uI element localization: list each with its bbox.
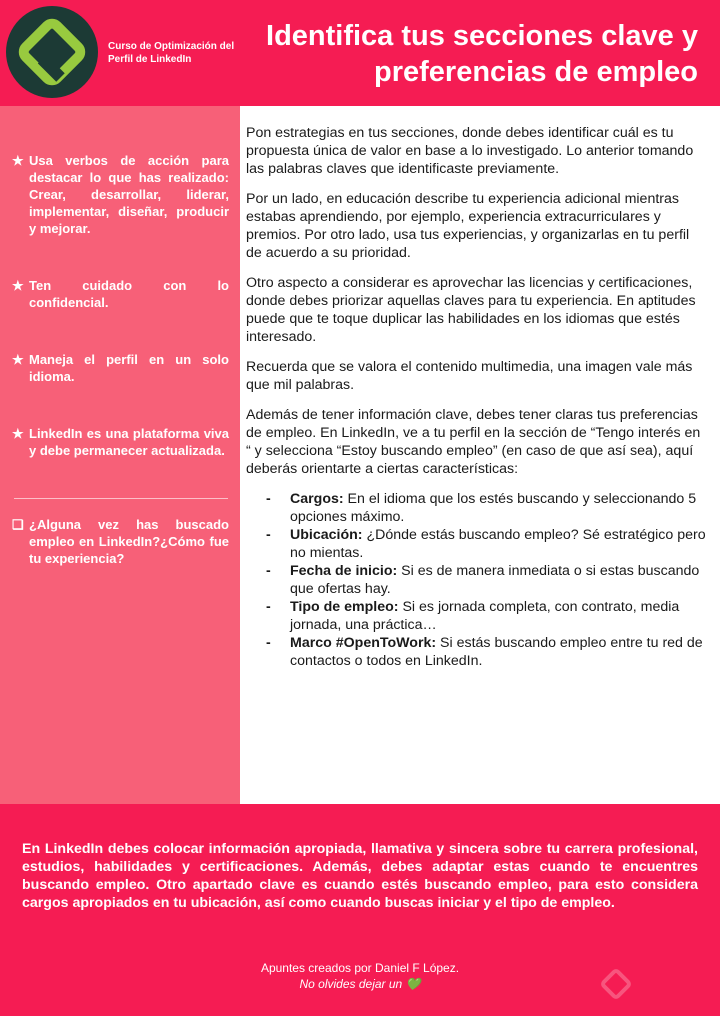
dash-bullet: - [266, 491, 271, 507]
sidebar [0, 106, 240, 804]
tip-item [12, 277, 229, 311]
paragraph: Por un lado, en educación describe tu experiencia adicional mientras estabas aprendiendo, por ejemplo, experiencia extracurriculares y premios. Por otro lado, usa tus experiencias, y organizarlas en tu perfil de acuerdo a su prioridad. [246, 191, 690, 261]
preferences-list [246, 490, 708, 670]
item-label: Ubicación: [290, 527, 363, 543]
tip-text: Ten cuidado con lo confidencial. [29, 278, 229, 310]
dash-bullet: - [266, 527, 271, 543]
course-title: Curso de Optimización del Perfil de LinkedIn [108, 41, 235, 65]
item-label: Tipo de empleo: [290, 599, 399, 615]
item-label: Marco #OpenToWork: [290, 635, 437, 651]
star-icon: ★ [12, 426, 24, 441]
list-item [246, 562, 708, 598]
tip-text: Usa verbos de acción para destacar lo que has realizado: Crear, desarrollar, liderar, implementar, diseñar, producir y mejorar. [29, 153, 229, 236]
tip-text: LinkedIn es una plataforma viva y debe permanecer actualizada. [29, 426, 229, 458]
summary-text: En LinkedIn debes colocar información apropiada, llamativa y sincera sobre tu carrera profesional, estudios, habilidades y certificaciones. Además, debes adaptar estas cuando te encuentres buscando empleo. Otro apartado clave es cuando estés buscando empleo, para esto considera cargos apropiados en tu ubicación, así como cuando buscas iniciar y el tipo de empleo. [22, 841, 698, 911]
list-item [246, 634, 708, 670]
platzi-watermark-icon [596, 964, 636, 1004]
item-label: Fecha de inicio: [290, 563, 398, 579]
paragraph: Otro aspecto a considerar es aprovechar las licencias y certificaciones, donde debes priorizar aquellas claves para tu experiencia. En aptitudes puede que te toque duplicar las habilidades en los idiomas que estés interesado. [246, 275, 696, 345]
dash-bullet: - [266, 599, 271, 615]
paragraph: Pon estrategias en tus secciones, donde debes identificar cuál es tu propuesta única de valor en base a lo investigado. Lo anterior tomando las palabras claves que identificaste previamente. [246, 125, 694, 177]
item-label: Cargos: [290, 491, 344, 507]
tip-text: Maneja el perfil en un solo idioma. [29, 352, 229, 384]
star-icon: ★ [12, 278, 24, 293]
star-icon: ★ [12, 352, 24, 367]
checkbox-icon: ❏ [12, 517, 24, 532]
list-item [246, 598, 708, 634]
page-title: Identifica tus secciones clave y preferencias de empleo [266, 20, 698, 88]
star-icon: ★ [12, 153, 24, 168]
item-text: Si estás buscando empleo entre tu red de contactos o todos en LinkedIn. [290, 635, 703, 669]
dash-bullet: - [266, 563, 271, 579]
dash-bullet: - [266, 635, 271, 651]
question-text: ¿Alguna vez has buscado empleo en LinkedIn?¿Cómo fue tu experiencia? [29, 517, 229, 566]
item-text: Si es jornada completa, con contrato, media jornada, una práctica… [290, 599, 680, 633]
item-text: Si es de manera inmediata o si estas buscando que ofertas hay. [290, 563, 700, 597]
reminder-text: No olvides dejar un [299, 977, 403, 991]
platzi-logo [6, 6, 98, 98]
credits-text: Apuntes creados por Daniel F López. [260, 961, 460, 975]
paragraph: Recuerda que se valora el contenido multimedia, una imagen vale más que mil palabras. [246, 359, 693, 393]
heart-icon: 💚 [405, 977, 421, 991]
paragraph: Además de tener información clave, debes tener claras tus preferencias de empleo. En LinkedIn, ve a tu perfil en la sección de “Tengo interés en “ y selecciona “Estoy buscando empleo” (en caso de que así sea), aquí deberás orientarte a ciertas características: [246, 407, 701, 477]
header [0, 0, 720, 106]
main-content [246, 124, 708, 670]
question-item [12, 516, 229, 567]
tip-item [12, 351, 229, 385]
list-item [246, 490, 708, 526]
divider [14, 498, 228, 499]
tip-item [12, 425, 229, 459]
item-text: ¿Dónde estás buscando empleo? Sé estratégico pero no mientas. [290, 527, 706, 561]
tip-item [12, 152, 229, 237]
item-text: En el idioma que los estés buscando y seleccionando 5 opciones máximo. [290, 491, 697, 525]
list-item [246, 526, 708, 562]
